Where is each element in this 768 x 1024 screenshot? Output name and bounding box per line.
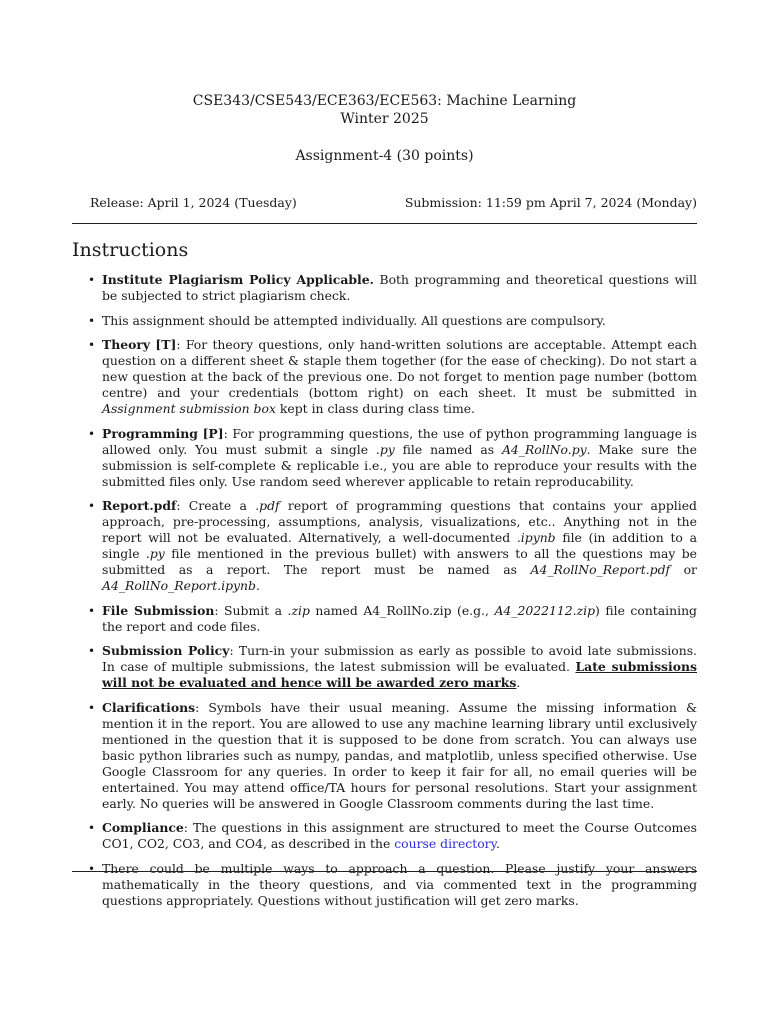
- list-item-file-submission: • File Submission: Submit a .zip named A4_RollNo.zip (e.g., A4_2022112.zip) file containing the report and code files.: [88, 602, 697, 634]
- bullet: •: [88, 644, 96, 658]
- instructions-heading: Instructions: [72, 239, 189, 261]
- list-item-compliance: • Compliance: The questions in this assignment are structured to meet the Course Outcomes CO1, CO2, CO3, and CO4, as described in the course directory.: [88, 820, 697, 851]
- term: Winter 2025: [340, 111, 429, 127]
- list-item-justification: • There could be multiple ways to approach a question. Please justify your answers mathematically in the theory questions, and via commented text in the programming questions appropriately. Questions without justification will get zero marks.: [88, 860, 697, 908]
- late-submission-warning: Late submissions will not be evaluated and hence will be awarded zero marks: [102, 659, 697, 690]
- bullet: •: [88, 700, 96, 715]
- list-item-theory: • Theory [T]: For theory questions, only hand-written solutions are acceptable. Attempt each question on a different sheet & staple them together (for the ease of checking). Do not start a new question at the back of the previous one. Do not forget to mention page number (bottom centre) and your credentials (bottom right) on each sheet. It must be submitted in Assignment submission box kept in class during class time.: [88, 337, 697, 416]
- bullet: •: [88, 861, 96, 876]
- top-divider: [72, 223, 697, 224]
- bottom-divider: [72, 871, 697, 872]
- bullet: •: [88, 273, 96, 287]
- bullet: •: [88, 603, 96, 618]
- release-date: Release: April 1, 2024 (Tuesday): [90, 195, 297, 210]
- bullet: •: [88, 499, 96, 513]
- bullet: •: [88, 338, 96, 352]
- list-item-report: • Report.pdf: Create a .pdf report of programming questions that contains your applied approach, pre-processing, assumptions, analysis, visualizations, etc.. Anything not in the report will not be evaluated. Alternatively, a well-documented .ipynb file (in addition to a single .py file mentioned in the previous bullet) with answers to all the questions may be submitted as a report. The report must be named as A4_RollNo_Report.pdf or A4_RollNo_Report.ipynb.: [88, 498, 697, 593]
- list-item-clarifications: • Clarifications: Symbols have their usual meaning. Assume the missing information & mention it in the report. You are allowed to use any machine learning library until exclusively mentioned in the question that it is supposed to be done from scratch. You can always use basic python libraries such as numpy, pandas, and matplotlib, unless specified otherwise. Use Google Classroom for any queries. In order to keep it fair for all, no email queries will be entertained. You may attend office/TA hours for personal resolutions. Start your assignment early. No queries will be answered in Google Classroom comments during the last time.: [88, 699, 697, 811]
- course-directory-link[interactable]: course directory: [394, 836, 496, 851]
- list-item-individual: • This assignment should be attempted individually. All questions are compulsory.: [88, 312, 606, 328]
- assignment-title: Assignment-4 (30 points): [295, 148, 474, 164]
- bullet: •: [88, 821, 96, 835]
- submission-deadline: Submission: 11:59 pm April 7, 2024 (Monday): [404, 195, 697, 210]
- course-title: CSE343/CSE543/ECE363/ECE563: Machine Learning: [192, 93, 577, 109]
- bullet: •: [88, 426, 96, 441]
- list-item-programming: • Programming [P]: For programming questions, the use of python programming language is allowed only. You must submit a single .py file named as A4_RollNo.py. Make sure the submission is self-complete & replicable i.e., you are able to reproduce your results with the submitted files only. Use random seed wherever applicable to retain reproducability.: [88, 425, 697, 489]
- list-item-submission-policy: • Submission Policy: Turn-in your submission as early as possible to avoid late submissions. In case of multiple submissions, the latest submission will be evaluated. Late submissions will not be evaluated and hence will be awarded zero marks.: [88, 643, 697, 690]
- list-item-plagiarism: • Institute Plagiarism Policy Applicable. Both programming and theoretical questions will be subjected to strict plagiarism check.: [88, 272, 697, 303]
- bullet: •: [88, 313, 96, 328]
- instructions-list: [72, 272, 697, 917]
